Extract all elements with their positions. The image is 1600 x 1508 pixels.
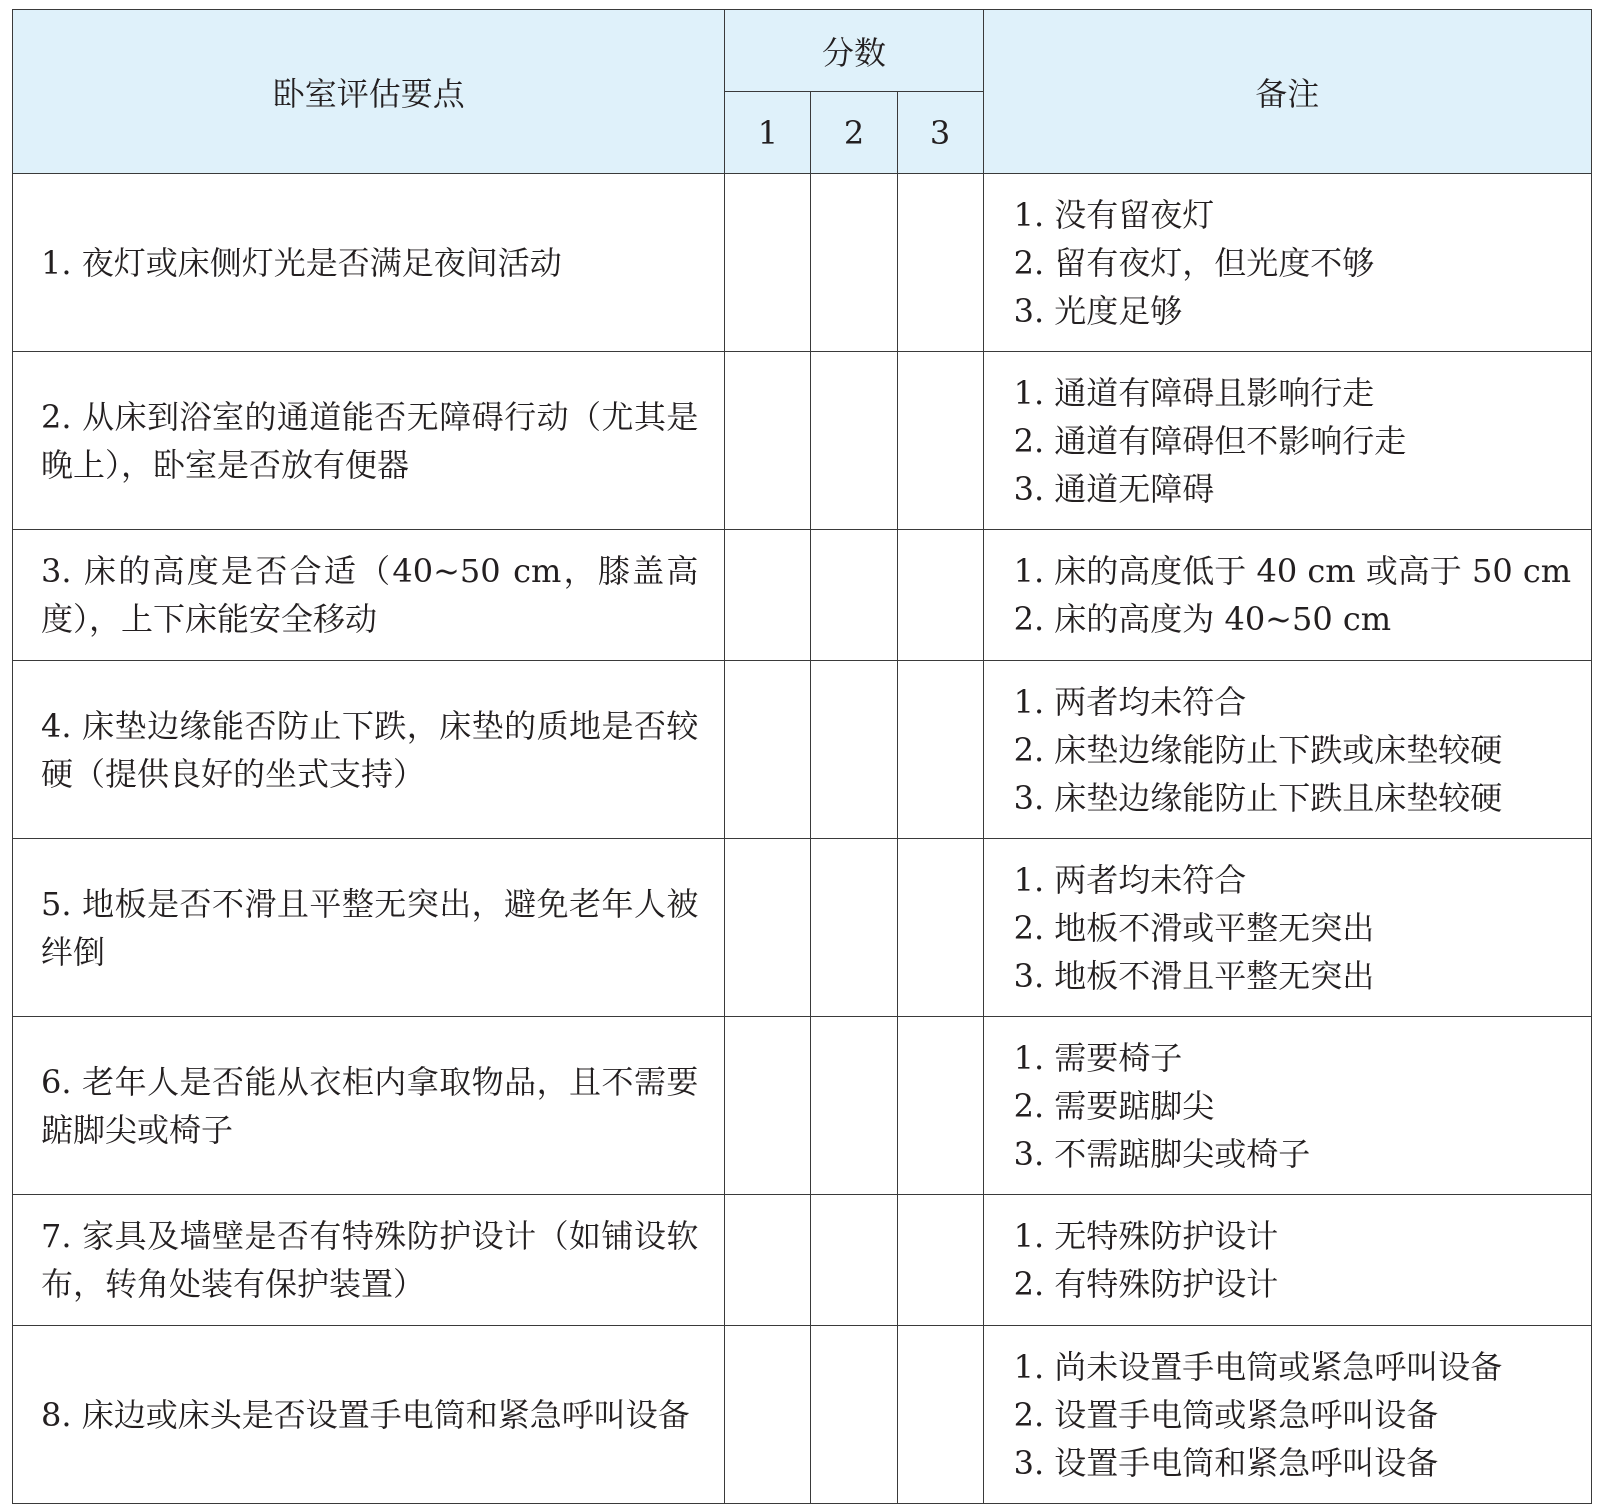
score-cell-3[interactable]	[897, 1326, 983, 1504]
score-cell-3[interactable]	[897, 530, 983, 661]
remark-line: 3. 光度足够	[1013, 291, 1183, 330]
score-cell-2[interactable]	[811, 1195, 897, 1326]
remark-line: 1. 需要椅子	[1013, 1038, 1183, 1077]
score-cell-3[interactable]	[897, 1195, 983, 1326]
remark-line: 2. 床垫边缘能防止下跌或床垫较硬	[1013, 730, 1503, 769]
assessment-item: 6. 老年人是否能从衣柜内拿取物品，且不需要踮脚尖或椅子	[13, 1017, 725, 1195]
remarks-cell	[983, 839, 1591, 1017]
remarks-cell	[983, 1017, 1591, 1195]
score-cell-1[interactable]	[725, 1326, 811, 1504]
remark-line: 2. 需要踮脚尖	[1013, 1086, 1215, 1125]
remark-line: 2. 留有夜灯，但光度不够	[1013, 243, 1375, 282]
bedroom-assessment-table	[12, 9, 1592, 1504]
score-cell-2[interactable]	[811, 1017, 897, 1195]
assessment-item: 8. 床边或床头是否设置手电筒和紧急呼叫设备	[13, 1326, 725, 1504]
remark-line: 1. 两者均未符合	[1013, 860, 1247, 899]
header-score-3: 3	[897, 92, 983, 174]
score-cell-3[interactable]	[897, 839, 983, 1017]
score-cell-3[interactable]	[897, 1017, 983, 1195]
header-score: 分数	[725, 10, 983, 92]
table-row	[13, 352, 1592, 530]
score-cell-1[interactable]	[725, 174, 811, 352]
remarks-cell	[983, 352, 1591, 530]
remark-line: 3. 不需踮脚尖或椅子	[1013, 1134, 1311, 1173]
assessment-item: 5. 地板是否不滑且平整无突出，避免老年人被绊倒	[13, 839, 725, 1017]
remark-line: 2. 通道有障碍但不影响行走	[1013, 421, 1407, 460]
remarks-cell	[983, 530, 1591, 661]
table-row	[13, 174, 1592, 352]
remarks-cell	[983, 1326, 1591, 1504]
remarks-cell	[983, 174, 1591, 352]
remark-line: 1. 尚未设置手电筒或紧急呼叫设备	[1013, 1347, 1503, 1386]
score-cell-3[interactable]	[897, 174, 983, 352]
score-cell-1[interactable]	[725, 530, 811, 661]
table-row	[13, 1326, 1592, 1504]
score-cell-3[interactable]	[897, 661, 983, 839]
header-assessment-points: 卧室评估要点	[13, 10, 725, 174]
table-row	[13, 661, 1592, 839]
assessment-item: 7. 家具及墙壁是否有特殊防护设计（如铺设软布，转角处装有保护装置）	[13, 1195, 725, 1326]
remark-line: 1. 两者均未符合	[1013, 682, 1247, 721]
remark-line: 3. 设置手电筒和紧急呼叫设备	[1013, 1443, 1439, 1482]
assessment-item: 1. 夜灯或床侧灯光是否满足夜间活动	[13, 174, 725, 352]
score-cell-1[interactable]	[725, 352, 811, 530]
score-cell-3[interactable]	[897, 352, 983, 530]
score-cell-2[interactable]	[811, 1326, 897, 1504]
remark-line: 1. 没有留夜灯	[1013, 195, 1215, 234]
table-row	[13, 1017, 1592, 1195]
table-row	[13, 530, 1592, 661]
remark-line: 3. 通道无障碍	[1013, 469, 1215, 508]
remark-line: 1. 床的高度低于 40 cm 或高于 50 cm	[1013, 552, 1572, 590]
score-cell-1[interactable]	[725, 1195, 811, 1326]
header-score-1: 1	[725, 92, 811, 174]
remark-line: 2. 有特殊防护设计	[1013, 1265, 1279, 1303]
score-cell-2[interactable]	[811, 530, 897, 661]
score-cell-2[interactable]	[811, 661, 897, 839]
score-cell-1[interactable]	[725, 839, 811, 1017]
assessment-item: 3. 床的高度是否合适（40~50 cm，膝盖高度），上下床能安全移动	[13, 530, 725, 661]
remark-line: 2. 地板不滑或平整无突出	[1013, 908, 1375, 947]
remark-line: 1. 通道有障碍且影响行走	[1013, 373, 1375, 412]
remark-line: 3. 床垫边缘能防止下跌且床垫较硬	[1013, 778, 1503, 817]
header-score-2: 2	[811, 92, 897, 174]
table-row	[13, 1195, 1592, 1326]
score-cell-2[interactable]	[811, 174, 897, 352]
remark-line: 3. 地板不滑且平整无突出	[1013, 956, 1375, 995]
score-cell-1[interactable]	[725, 661, 811, 839]
remark-line: 1. 无特殊防护设计	[1013, 1217, 1279, 1255]
assessment-item: 2. 从床到浴室的通道能否无障碍行动（尤其是晚上），卧室是否放有便器	[13, 352, 725, 530]
score-cell-1[interactable]	[725, 1017, 811, 1195]
assessment-item: 4. 床垫边缘能否防止下跌，床垫的质地是否较硬（提供良好的坐式支持）	[13, 661, 725, 839]
remark-line: 2. 设置手电筒或紧急呼叫设备	[1013, 1395, 1439, 1434]
remark-line: 2. 床的高度为 40~50 cm	[1013, 600, 1392, 638]
table-header	[13, 10, 1592, 174]
table-row	[13, 839, 1592, 1017]
table-body	[13, 174, 1592, 1504]
score-cell-2[interactable]	[811, 352, 897, 530]
header-remarks: 备注	[983, 10, 1591, 174]
score-cell-2[interactable]	[811, 839, 897, 1017]
remarks-cell	[983, 661, 1591, 839]
remarks-cell	[983, 1195, 1591, 1326]
